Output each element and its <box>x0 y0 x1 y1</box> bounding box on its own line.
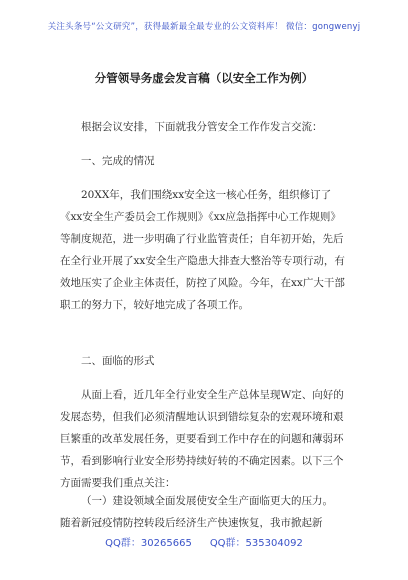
section2-heading: 二、面临的形式 <box>81 355 155 367</box>
point1-lead: （一）建设领域全面发展使安全生产面临更大的压力。 <box>81 495 333 507</box>
header-banner: 关注头条号“公文研究”，获得最新最全最专业的公文资料库！ 微信：gongwenyj <box>47 22 361 32</box>
section1-heading-block <box>60 150 346 172</box>
point1-block <box>60 490 346 534</box>
section2-heading-block <box>60 350 346 372</box>
section1-body-block <box>60 184 346 316</box>
footer-qq-group-2: QQ群：535304092 <box>209 538 303 549</box>
section2-paragraph: 从面上看，近几年全行业安全生产总体呈现W定、向好的发展态势，但我们必须清醒地认识到错综复杂的宏观环境和艰巨繁重的改革发展任务，更要看到工作中存在的问题和薄弱环节，看到影响行业安全形势持续好转的不确定因素。以下三个方面需要我们重点关注： <box>60 389 344 489</box>
point1-text: 随着新冠疫情防控转段后经济生产快速恢复，我市掀起新 <box>60 517 323 529</box>
intro-paragraph: 根据会议安排，下面就我分管安全工作作发言交流： <box>81 121 323 133</box>
section2-body-block <box>60 384 346 494</box>
document-title: 分管领导务虚会发言稿（以安全工作为例） <box>94 71 314 85</box>
document-body <box>60 116 346 138</box>
footer <box>0 534 408 549</box>
footer-qq-group-1: QQ群：30265665 <box>105 538 192 549</box>
section1-paragraph: 20XX年，我们围绕xx安全这一核心任务，组织修订了《xx安全生产委员会工作规则》《xx应急指挥中心工作规则》等制度规范，进一步明确了行业监管责任；自年初开始，先后在全行业开展了xx安全生产隐患大排查大整治等专项行动，有效地压实了企业主体责任，防控了风险。今年，在xx广大干部职工的努力下，较好地完成了各项工作。 <box>60 189 345 311</box>
section1-heading: 一、完成的情况 <box>81 155 155 167</box>
